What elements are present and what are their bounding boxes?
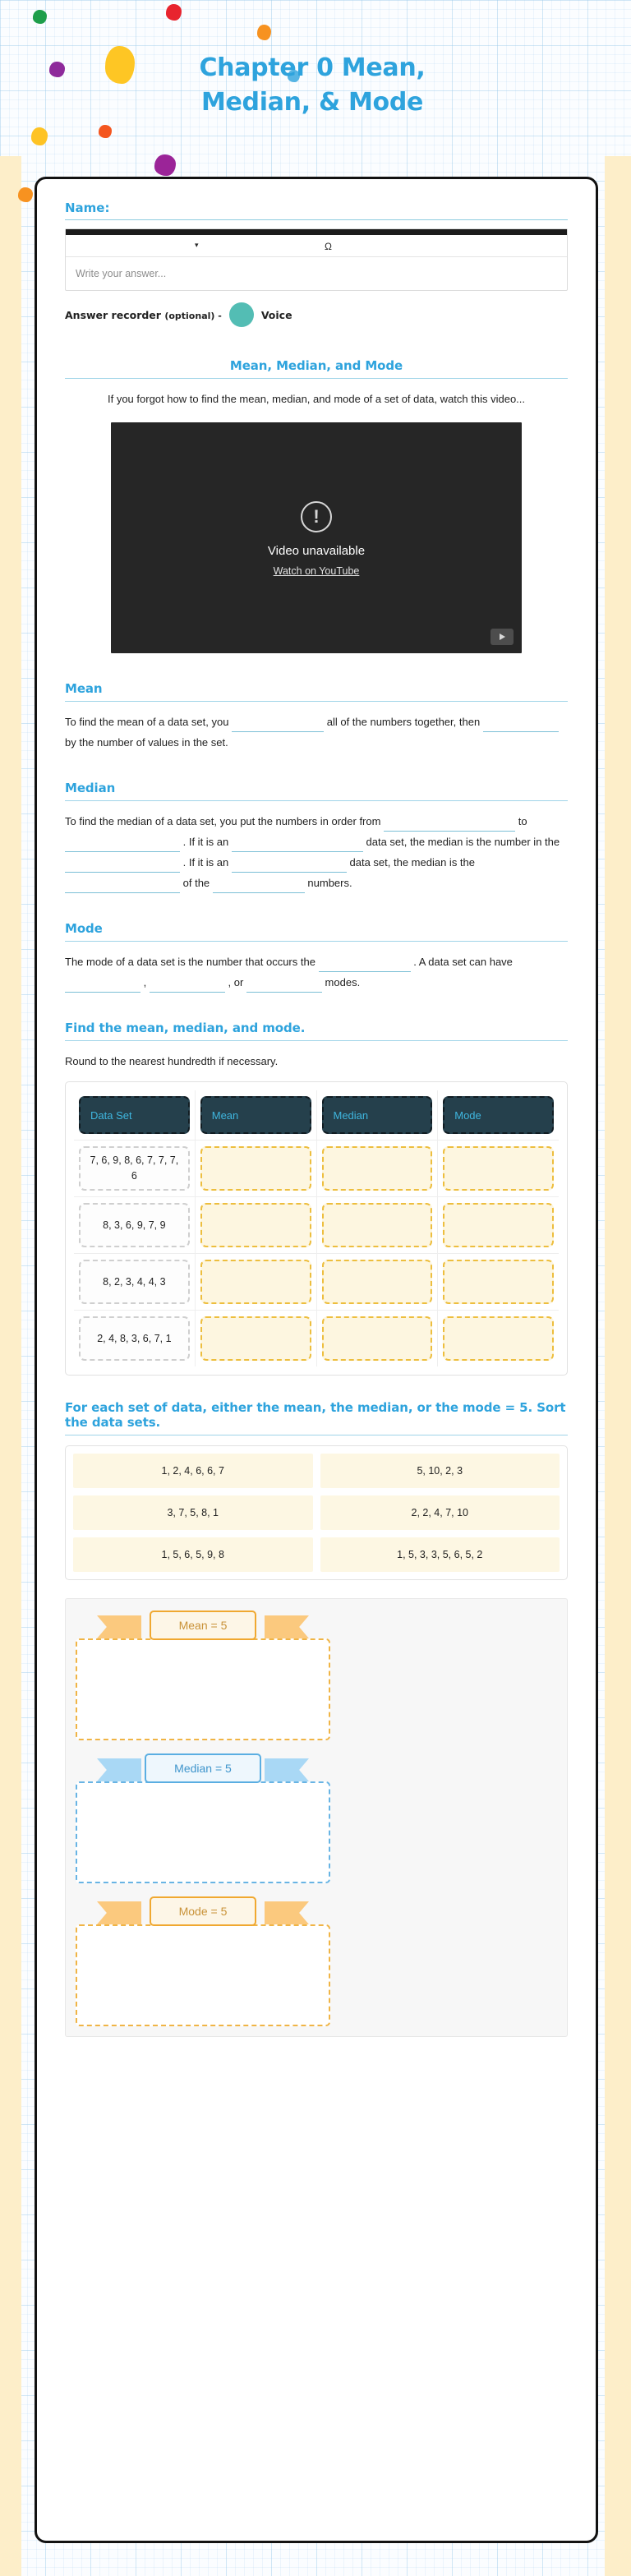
data-set-cell <box>74 1197 195 1253</box>
data-set-value: 8, 3, 6, 9, 7, 9 <box>79 1203 190 1247</box>
mean-label-text: Mean = 5 <box>150 1611 257 1640</box>
data-set-cell <box>74 1254 195 1310</box>
table-header-cell <box>316 1090 438 1140</box>
mean-answer-cell[interactable] <box>195 1254 316 1310</box>
column-header-mean: Mean <box>200 1096 311 1134</box>
data-set-value: 2, 4, 8, 3, 6, 7, 1 <box>79 1316 190 1361</box>
video-section-heading: Mean, Median, and Mode <box>229 358 403 373</box>
toolbar-overflow-bar <box>66 229 567 235</box>
omega-symbol-icon[interactable]: Ω <box>325 241 332 252</box>
splatter-purple <box>49 62 65 77</box>
answer-recorder-row <box>65 302 568 327</box>
mean-answer-cell[interactable] <box>195 1311 316 1366</box>
median-section-divider <box>65 800 568 801</box>
video-unavailable-block <box>111 501 522 578</box>
mean-drop-slot[interactable] <box>200 1316 311 1361</box>
ribbon-tail-left <box>97 1901 141 1924</box>
youtube-play-button[interactable] <box>491 629 514 645</box>
name-answer-input[interactable]: Write your answer... <box>76 268 167 279</box>
draggable-data-set[interactable]: 1, 2, 4, 6, 6, 7 <box>73 1454 313 1488</box>
draggable-data-set[interactable]: 1, 5, 3, 3, 5, 6, 5, 2 <box>320 1537 560 1572</box>
median-text-2: to <box>518 815 527 827</box>
mean-section-body <box>65 712 568 753</box>
splatter-yellow-sm <box>31 127 48 145</box>
video-section-intro: If you forgot how to find the mean, median, and mode of a set of data, watch this video... <box>107 393 526 405</box>
mean-blank-1[interactable] <box>232 718 324 732</box>
find-section-instruction: Round to the nearest hundredth if necessary. <box>65 1055 279 1067</box>
mean-median-mode-table <box>65 1081 568 1376</box>
mode-text-5: modes. <box>325 976 361 988</box>
page-title-line-1: Chapter 0 Mean, <box>199 53 426 82</box>
mean-ribbon-label <box>76 1609 330 1642</box>
microphone-record-button[interactable] <box>229 302 254 327</box>
median-drop-slot[interactable] <box>322 1316 433 1361</box>
mode-blank-4[interactable] <box>246 979 322 993</box>
video-unavailable-text: Video unavailable <box>267 544 366 558</box>
mode-ribbon-label <box>76 1895 330 1928</box>
name-label: Name: <box>65 200 110 215</box>
median-text-4: data set, the median is the number in the <box>366 836 560 848</box>
median-ribbon-label <box>76 1752 330 1785</box>
mode-section-body <box>65 952 568 993</box>
draggable-data-set[interactable]: 3, 7, 5, 8, 1 <box>73 1495 313 1530</box>
draggable-data-set[interactable]: 2, 2, 4, 7, 10 <box>320 1495 560 1530</box>
page-title-line-2: Median, & Mode <box>200 88 424 117</box>
median-text-7: of the <box>182 877 210 889</box>
drop-zone-median <box>76 1752 330 1883</box>
mean-text-1: To find the mean of a data set, you <box>65 716 229 728</box>
data-set-cell <box>74 1141 195 1196</box>
table-header-cell <box>195 1090 316 1140</box>
sort-section-heading: For each set of data, either the mean, the median, or the mode = 5. Sort the data sets. <box>65 1400 566 1430</box>
find-section-heading: Find the mean, median, and mode. <box>65 1021 306 1035</box>
cream-margin-right <box>605 156 631 2576</box>
table-row <box>74 1140 559 1196</box>
data-set-value: 7, 6, 9, 8, 6, 7, 7, 7, 6 <box>79 1146 190 1191</box>
median-text-6: data set, the median is the <box>349 856 475 869</box>
median-blank-7[interactable] <box>213 879 305 893</box>
splatter-green <box>33 10 47 24</box>
column-header-median: Median <box>322 1096 433 1134</box>
mode-text-1: The mode of a data set is the number that occurs the <box>65 956 316 968</box>
table-header-row <box>74 1090 559 1140</box>
draggable-data-set[interactable]: 1, 5, 6, 5, 9, 8 <box>73 1537 313 1572</box>
median-blank-4[interactable] <box>65 859 180 873</box>
ribbon-tail-right <box>265 1758 309 1781</box>
table-row <box>74 1310 559 1366</box>
mode-section-heading: Mode <box>65 921 103 936</box>
splatter-orange-left <box>18 187 33 202</box>
mode-blank-1[interactable] <box>319 958 411 972</box>
mode-answer-cell[interactable] <box>437 1311 559 1366</box>
median-drop-area[interactable] <box>76 1781 330 1883</box>
cream-margin-left <box>0 156 21 2576</box>
median-drop-slot[interactable] <box>322 1260 433 1304</box>
mode-text-2: . A data set can have <box>413 956 513 968</box>
median-blank-6[interactable] <box>65 879 180 893</box>
table-header-cell <box>74 1090 195 1140</box>
sort-column-right <box>320 1454 560 1572</box>
mode-answer-cell[interactable] <box>437 1197 559 1253</box>
median-blank-1[interactable] <box>384 818 515 832</box>
data-set-cell <box>74 1311 195 1366</box>
column-header-mode: Mode <box>443 1096 554 1134</box>
mean-text-3: by the number of values in the set. <box>65 736 228 749</box>
median-answer-cell[interactable] <box>316 1254 438 1310</box>
recorder-label: Answer recorder (optional) - <box>65 308 222 321</box>
drop-zone-mode <box>76 1895 330 2026</box>
data-set-value: 8, 2, 3, 4, 4, 3 <box>79 1260 190 1304</box>
mode-answer-cell[interactable] <box>437 1141 559 1196</box>
splatter-purple-lower <box>154 154 176 176</box>
worksheet-card <box>35 177 598 2543</box>
ribbon-tail-right <box>265 1901 309 1924</box>
video-section-divider <box>65 378 568 379</box>
mean-answer-cell[interactable] <box>195 1141 316 1196</box>
name-divider <box>65 219 568 220</box>
mean-drop-slot[interactable] <box>200 1260 311 1304</box>
mean-drop-area[interactable] <box>76 1638 330 1740</box>
median-answer-cell[interactable] <box>316 1197 438 1253</box>
page-title <box>140 51 485 120</box>
median-answer-cell[interactable] <box>316 1141 438 1196</box>
median-drop-slot[interactable] <box>322 1203 433 1247</box>
recorder-optional-note: (optional) - <box>164 310 222 321</box>
mode-drop-slot[interactable] <box>443 1146 554 1191</box>
mode-label-text: Mode = 5 <box>150 1896 257 1926</box>
mode-drop-slot[interactable] <box>443 1316 554 1361</box>
median-label-text: Median = 5 <box>145 1753 261 1783</box>
mean-drop-slot[interactable] <box>200 1203 311 1247</box>
mode-text-4: , or <box>228 976 244 988</box>
mode-drop-slot[interactable] <box>443 1203 554 1247</box>
mean-blank-2[interactable] <box>483 718 559 732</box>
median-drop-slot[interactable] <box>322 1146 433 1191</box>
mean-drop-slot[interactable] <box>200 1146 311 1191</box>
mode-section-divider <box>65 941 568 942</box>
median-answer-cell[interactable] <box>316 1311 438 1366</box>
column-header-data-set: Data Set <box>79 1096 190 1134</box>
mode-drop-slot[interactable] <box>443 1260 554 1304</box>
mode-text-3: , <box>143 976 147 988</box>
watch-on-youtube-link[interactable]: Watch on YouTube <box>273 565 360 577</box>
table-row <box>74 1253 559 1310</box>
table-row <box>74 1196 559 1253</box>
mean-section-divider <box>65 701 568 702</box>
mode-blank-3[interactable] <box>150 979 225 993</box>
draggable-data-set[interactable]: 5, 10, 2, 3 <box>320 1454 560 1488</box>
recorder-voice-label: Voice <box>260 308 292 321</box>
table-header-cell <box>437 1090 559 1140</box>
median-text-1: To find the median of a data set, you put the numbers in order from <box>65 815 381 827</box>
chevron-down-icon[interactable]: ▾ <box>195 241 199 249</box>
sortable-data-sets <box>65 1445 568 1580</box>
embedded-video-player[interactable] <box>111 422 522 653</box>
splatter-orange-tr <box>257 25 271 40</box>
drop-zone-mean <box>76 1609 330 1740</box>
sort-column-left <box>73 1454 313 1572</box>
rich-text-editor[interactable] <box>65 228 568 291</box>
warning-icon <box>301 501 332 532</box>
drop-zone-area <box>65 1598 568 2037</box>
mode-answer-cell[interactable] <box>437 1254 559 1310</box>
mean-answer-cell[interactable] <box>195 1197 316 1253</box>
splatter-red <box>166 4 182 21</box>
median-section-heading: Median <box>65 781 116 795</box>
median-blank-2[interactable] <box>65 838 180 852</box>
find-section-divider <box>65 1040 568 1041</box>
median-text-8: numbers. <box>307 877 352 889</box>
ribbon-tail-left <box>97 1615 141 1638</box>
ribbon-tail-left <box>97 1758 141 1781</box>
mode-drop-area[interactable] <box>76 1924 330 2026</box>
ribbon-tail-right <box>265 1615 309 1638</box>
median-blank-3[interactable] <box>232 838 363 852</box>
median-blank-5[interactable] <box>232 859 347 873</box>
median-section-body <box>65 811 568 893</box>
mean-text-2: all of the numbers together, then <box>326 716 481 728</box>
splatter-yellow-lg <box>105 46 135 84</box>
median-text-5: . If it is an <box>182 856 229 869</box>
median-text-3: . If it is an <box>182 836 229 848</box>
mode-blank-2[interactable] <box>65 979 140 993</box>
editor-toolbar[interactable] <box>66 229 567 257</box>
mean-section-heading: Mean <box>65 681 103 696</box>
splatter-orange-mid <box>99 125 112 138</box>
